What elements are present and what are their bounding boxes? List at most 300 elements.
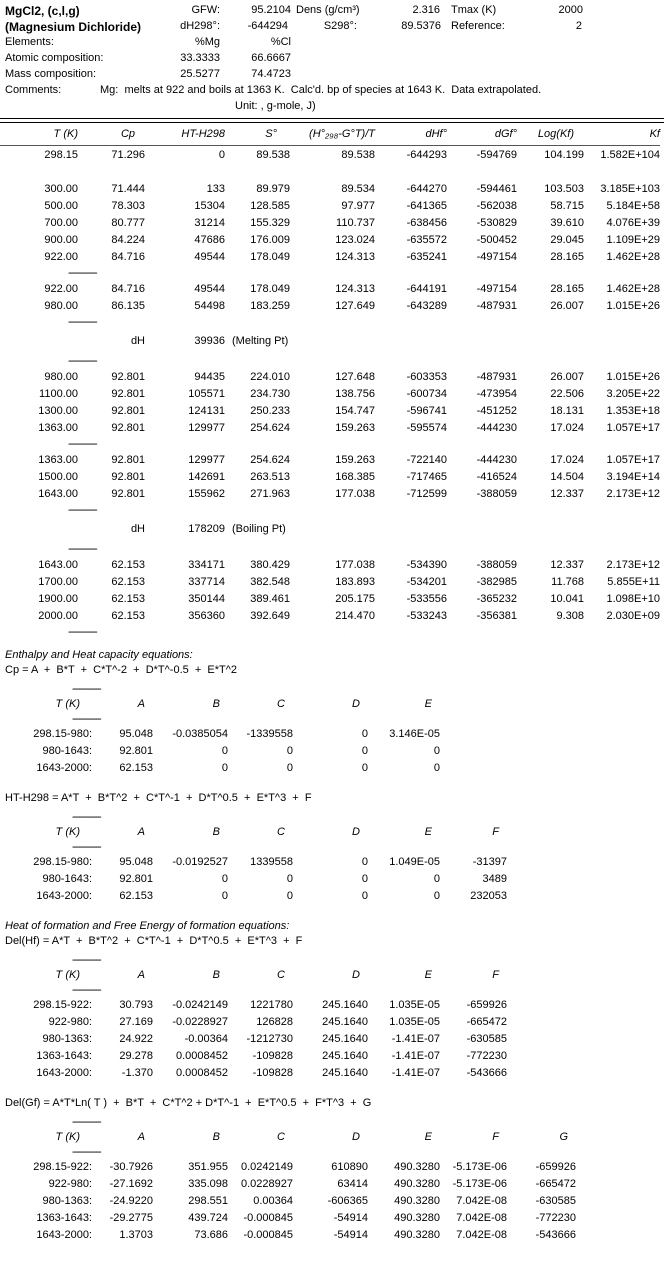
data-cell: 900.00 xyxy=(44,233,78,246)
data-cell: 29.045 xyxy=(550,233,584,246)
dash-separator: ------------- xyxy=(72,840,101,853)
dh-value: 39936 xyxy=(194,335,225,347)
data-cell: -533556 xyxy=(406,592,447,605)
table-row xyxy=(0,823,507,840)
data-cell: 7.042E-08 xyxy=(456,1211,507,1224)
table-row xyxy=(0,197,660,214)
data-cell: -606365 xyxy=(327,1194,368,1207)
data-cell: 1.015E+26 xyxy=(606,299,660,312)
data-cell: 30.793 xyxy=(119,998,153,1011)
data-cell: 178.049 xyxy=(250,250,290,263)
data-cell: 178.049 xyxy=(250,282,290,295)
data-cell: 0 xyxy=(221,889,228,902)
data-cell: -533243 xyxy=(406,609,447,622)
data-cell: 500.00 xyxy=(44,199,78,212)
data-cell: -562038 xyxy=(476,199,517,212)
table-row xyxy=(0,468,660,485)
data-cell: 110.737 xyxy=(336,216,375,229)
data-cell: 9.308 xyxy=(556,609,584,622)
data-cell: 29.278 xyxy=(119,1049,153,1062)
data-cell: 250.233 xyxy=(250,404,290,417)
data-cell: 2000.00 xyxy=(38,609,78,622)
data-cell: 22.506 xyxy=(550,387,584,400)
data-cell: 128.585 xyxy=(250,199,290,212)
data-cell: 1.049E-05 xyxy=(389,855,440,868)
data-cell: 271.963 xyxy=(250,487,290,500)
col-header: T (K) xyxy=(55,1130,80,1143)
data-cell: 92.801 xyxy=(119,872,153,885)
atomic-composition-row xyxy=(0,52,664,68)
mass-label: Mass composition: xyxy=(5,68,97,80)
table-row xyxy=(0,759,440,776)
table-row xyxy=(0,556,660,573)
data-cell: 17.024 xyxy=(550,453,584,466)
table-row xyxy=(0,966,507,983)
dash-separator: ------------- xyxy=(72,983,101,996)
data-cell: -630585 xyxy=(466,1032,507,1045)
data-cell: -388059 xyxy=(476,487,517,500)
table-row xyxy=(0,695,440,712)
data-cell: 62.153 xyxy=(119,889,153,902)
data-cell: -534201 xyxy=(406,575,447,588)
data-cell: 17.024 xyxy=(550,421,584,434)
data-cell: -534390 xyxy=(406,558,447,571)
data-cell: -665472 xyxy=(466,1015,507,1028)
data-cell: 980-1363: xyxy=(42,1032,92,1045)
data-cell: 245.1640 xyxy=(322,1066,368,1079)
data-cell: 47686 xyxy=(194,233,225,246)
table-row xyxy=(0,1064,507,1081)
data-cell: 1.035E-05 xyxy=(389,1015,440,1028)
data-cell: 334171 xyxy=(188,558,225,571)
data-cell: 129977 xyxy=(188,421,225,434)
data-cell: 7.042E-08 xyxy=(456,1194,507,1207)
data-cell: -5.173E-06 xyxy=(452,1160,507,1173)
table-row xyxy=(0,1013,507,1030)
data-cell: -54914 xyxy=(333,1211,368,1224)
dh-label: dH xyxy=(130,523,145,535)
data-cell: -388059 xyxy=(476,558,517,571)
col-header: D xyxy=(352,968,360,981)
data-cell: -500452 xyxy=(476,233,517,246)
data-cell: 124131 xyxy=(188,404,225,417)
data-cell: 78.303 xyxy=(111,199,145,212)
dh-note: (Melting Pt) xyxy=(232,335,289,347)
data-cell: 127.648 xyxy=(335,370,375,383)
data-cell: 15304 xyxy=(194,199,225,212)
data-cell: 176.009 xyxy=(250,233,290,246)
dash-separator: ------------- xyxy=(68,354,97,367)
species-header-row-1 xyxy=(0,4,664,20)
data-cell: 1643-2000: xyxy=(36,889,92,902)
data-cell: 0.0008452 xyxy=(176,1066,228,1079)
data-cell: -641365 xyxy=(406,199,447,212)
data-cell: -596741 xyxy=(406,404,447,417)
table-row xyxy=(0,385,660,402)
data-cell: 92.801 xyxy=(111,453,145,466)
data-cell: 254.624 xyxy=(250,453,290,466)
data-cell: 71.444 xyxy=(111,182,145,195)
dash-separator: ------------- xyxy=(72,1115,101,1128)
data-cell: -444230 xyxy=(476,453,517,466)
data-cell: 298.15 xyxy=(44,148,78,161)
table-row xyxy=(0,840,507,853)
data-cell: 154.747 xyxy=(335,404,375,417)
species-name: (Magnesium Dichloride) xyxy=(5,20,142,34)
data-cell: 1.035E-05 xyxy=(389,998,440,1011)
blank-cell xyxy=(0,163,660,180)
s298-label: S298°: xyxy=(323,20,357,32)
table-row xyxy=(0,419,660,436)
data-cell: 124.313 xyxy=(335,282,375,295)
data-cell: 980-1643: xyxy=(42,872,92,885)
data-cell: 183.893 xyxy=(335,575,375,588)
data-cell: -54914 xyxy=(333,1228,368,1241)
data-cell: 1643.00 xyxy=(38,558,78,571)
data-cell: 28.165 xyxy=(550,282,584,295)
data-cell: -638456 xyxy=(406,216,447,229)
ht-coefficients-table xyxy=(0,810,507,904)
col-header: A xyxy=(137,697,145,710)
data-cell: 232053 xyxy=(470,889,507,902)
data-cell: 298.15-980: xyxy=(33,855,92,868)
data-cell: 0 xyxy=(433,744,440,757)
col-header: F xyxy=(492,968,499,981)
data-cell: 3.146E-05 xyxy=(389,727,440,740)
species-header-row-2 xyxy=(0,20,664,36)
col-header: Cp xyxy=(78,123,145,146)
data-cell: -543666 xyxy=(466,1066,507,1079)
data-cell: 28.165 xyxy=(550,250,584,263)
data-cell: -444230 xyxy=(476,421,517,434)
data-cell: 89.538 xyxy=(256,148,290,161)
data-cell: 142691 xyxy=(188,470,225,483)
dh-label: dH xyxy=(130,335,145,347)
data-cell: 177.038 xyxy=(335,487,375,500)
data-cell: 254.624 xyxy=(250,421,290,434)
col-header: A xyxy=(137,825,145,838)
table-row xyxy=(0,1192,576,1209)
data-cell: -30.7926 xyxy=(109,1160,153,1173)
col-header: E xyxy=(424,825,432,838)
data-cell: 1.3703 xyxy=(119,1228,153,1241)
data-cell: 1643.00 xyxy=(38,487,78,500)
data-cell: -497154 xyxy=(476,250,517,263)
col-header: C xyxy=(277,968,285,981)
cp-coefficients-table xyxy=(0,682,440,776)
data-cell: 0 xyxy=(221,761,228,774)
col-header: dHf° xyxy=(375,123,447,146)
table-row xyxy=(0,368,660,385)
table-row xyxy=(0,329,660,353)
hf-section-title: Heat of formation and Free Energy of formation equations: xyxy=(5,920,290,932)
data-cell: 5.184E+58 xyxy=(606,199,660,212)
data-cell: 980-1363: xyxy=(42,1194,92,1207)
data-cell: 1363.00 xyxy=(38,453,78,466)
data-cell: 1643-2000: xyxy=(36,761,92,774)
data-cell: 39.610 xyxy=(550,216,584,229)
data-cell: 980.00 xyxy=(44,370,78,383)
element-1: %Mg xyxy=(194,36,220,48)
data-cell: 0 xyxy=(218,148,225,161)
data-cell: -594769 xyxy=(476,148,517,161)
data-cell: -0.000845 xyxy=(243,1211,293,1224)
data-cell: -1339558 xyxy=(246,727,293,740)
col-header: D xyxy=(352,697,360,710)
data-cell: -595574 xyxy=(406,421,447,434)
ht-equation: HT-H298 = A*T + B*T^2 + C*T^-1 + D*T^0.5 + E*T^3 + F xyxy=(5,792,312,804)
data-cell: 92.801 xyxy=(111,404,145,417)
data-cell: 63414 xyxy=(337,1177,368,1190)
data-cell: 490.3280 xyxy=(394,1160,440,1173)
table-row xyxy=(0,682,440,695)
data-cell: 49544 xyxy=(194,282,225,295)
col-header: (H°₂₉₈-G°T)/T xyxy=(290,123,375,146)
col-header: E xyxy=(424,1130,432,1143)
col-header: A xyxy=(137,968,145,981)
table-row xyxy=(0,1115,576,1128)
data-cell: 0 xyxy=(221,872,228,885)
data-cell: 1643-2000: xyxy=(36,1228,92,1241)
table-row xyxy=(0,297,660,314)
data-cell: -644191 xyxy=(406,282,447,295)
tmax-label: Tmax (K) xyxy=(451,4,497,16)
col-header: T (K) xyxy=(55,825,80,838)
gf-coefficients-table xyxy=(0,1115,576,1243)
data-cell: -29.2775 xyxy=(109,1211,153,1224)
thermo-table-header xyxy=(0,123,660,146)
data-cell: 335.098 xyxy=(188,1177,228,1190)
data-cell: 980-1643: xyxy=(42,744,92,757)
data-cell: 3.205E+22 xyxy=(606,387,660,400)
cp-section-title: Enthalpy and Heat capacity equations: xyxy=(5,649,193,661)
data-cell: -630585 xyxy=(535,1194,576,1207)
col-header: E xyxy=(424,968,432,981)
table-row xyxy=(0,248,660,265)
table-row xyxy=(0,541,660,556)
gf-equation: Del(Gf) = A*T*Ln( T ) + B*T + C*T^2 + D*T^-1 + E*T^0.5 + F*T^3 + G xyxy=(5,1097,372,1109)
data-cell: 1100.00 xyxy=(39,387,78,400)
data-cell: 89.534 xyxy=(341,182,375,195)
data-cell: 0 xyxy=(221,744,228,757)
elements-row xyxy=(0,36,664,52)
col-header: F xyxy=(492,1130,499,1143)
comments-row xyxy=(0,84,664,100)
data-cell: 1363.00 xyxy=(38,421,78,434)
data-cell: 234.730 xyxy=(250,387,290,400)
table-row xyxy=(0,1158,576,1175)
elements-label: Elements: xyxy=(5,36,54,48)
data-cell: 2.173E+12 xyxy=(606,487,660,500)
data-cell: -497154 xyxy=(476,282,517,295)
data-cell: 205.175 xyxy=(335,592,375,605)
data-cell: -487931 xyxy=(476,299,517,312)
data-cell: 95.048 xyxy=(119,855,153,868)
dash-separator: ------------- xyxy=(72,712,101,725)
atomic-value-1: 33.3333 xyxy=(180,52,220,64)
data-cell: 1.582E+104 xyxy=(600,148,660,161)
data-cell: -772230 xyxy=(535,1211,576,1224)
data-cell: 71.296 xyxy=(111,148,145,161)
data-cell: -1.41E-07 xyxy=(391,1049,440,1062)
data-cell: -644293 xyxy=(406,148,447,161)
data-cell: -659926 xyxy=(535,1160,576,1173)
dh298-value: -644294 xyxy=(247,20,288,32)
data-cell: 245.1640 xyxy=(322,998,368,1011)
data-cell: 490.3280 xyxy=(394,1194,440,1207)
col-header: HT-H298 xyxy=(145,123,225,146)
table-row xyxy=(0,436,660,451)
data-cell: 95.048 xyxy=(119,727,153,740)
data-cell: -487931 xyxy=(476,370,517,383)
data-cell: 1643-2000: xyxy=(36,1066,92,1079)
data-cell: 7.042E-08 xyxy=(456,1228,507,1241)
table-row xyxy=(0,1226,576,1243)
data-cell: 382.548 xyxy=(250,575,290,588)
empty-cell xyxy=(0,517,78,541)
species-formula: MgCl2, (c,l,g) xyxy=(5,4,80,18)
col-header: T (K) xyxy=(55,697,80,710)
data-cell: 0 xyxy=(286,761,293,774)
data-cell: 0 xyxy=(361,872,368,885)
data-cell: 62.153 xyxy=(111,558,145,571)
data-cell: 3.185E+103 xyxy=(600,182,660,195)
col-header: T (K) xyxy=(55,968,80,981)
data-cell: 1900.00 xyxy=(38,592,78,605)
data-cell: 84.716 xyxy=(111,250,145,263)
col-header: A xyxy=(137,1130,145,1143)
data-cell: 129977 xyxy=(188,453,225,466)
data-cell: 168.385 xyxy=(335,470,375,483)
data-cell: -643289 xyxy=(406,299,447,312)
data-cell: -0.0242149 xyxy=(172,998,228,1011)
data-cell: 12.337 xyxy=(550,487,584,500)
data-cell: 1500.00 xyxy=(38,470,78,483)
comments-label: Comments: xyxy=(5,84,62,96)
table-row xyxy=(0,870,507,887)
data-cell: 62.153 xyxy=(111,575,145,588)
hf-equation: Del(Hf) = A*T + B*T^2 + C*T^-1 + D*T^0.5 + E*T^3 + F xyxy=(5,935,303,947)
data-cell: -1.41E-07 xyxy=(391,1066,440,1079)
tmax-value: 2000 xyxy=(558,4,583,16)
data-cell: 439.724 xyxy=(188,1211,228,1224)
data-cell: -109828 xyxy=(252,1049,293,1062)
data-cell: -594461 xyxy=(476,182,517,195)
table-row xyxy=(0,1047,507,1064)
data-cell: 300.00 xyxy=(44,182,78,195)
data-cell: 2.030E+09 xyxy=(606,609,660,622)
data-cell: 1363-1643: xyxy=(36,1211,92,1224)
data-cell: 84.224 xyxy=(111,233,145,246)
data-cell: 922-980: xyxy=(48,1177,92,1190)
data-cell: -603353 xyxy=(406,370,447,383)
col-header: C xyxy=(277,1130,285,1143)
mass-value-1: 25.5277 xyxy=(180,68,220,80)
table-row xyxy=(0,983,507,996)
table-row xyxy=(0,485,660,502)
density-value: 2.316 xyxy=(412,4,440,16)
table-row xyxy=(0,725,440,742)
data-cell: 62.153 xyxy=(119,761,153,774)
data-cell: 922.00 xyxy=(44,250,78,263)
data-cell: 922-980: xyxy=(48,1015,92,1028)
data-cell: 1300.00 xyxy=(38,404,78,417)
data-cell: 12.337 xyxy=(550,558,584,571)
col-header: T (K) xyxy=(0,123,78,146)
data-cell: 80.777 xyxy=(111,216,145,229)
data-cell: -1.41E-07 xyxy=(391,1032,440,1045)
data-cell: 263.513 xyxy=(250,470,290,483)
table-row xyxy=(0,265,660,280)
data-cell: 351.955 xyxy=(188,1160,228,1173)
data-cell: 5.855E+11 xyxy=(607,575,660,588)
table-row xyxy=(0,280,660,297)
reference-value: 2 xyxy=(575,20,582,32)
data-cell: -473954 xyxy=(476,387,517,400)
data-cell: 18.131 xyxy=(550,404,584,417)
mass-composition-row xyxy=(0,68,664,84)
data-cell: 86.135 xyxy=(111,299,145,312)
data-cell: 123.024 xyxy=(335,233,375,246)
data-cell: 58.715 xyxy=(550,199,584,212)
data-cell: 1.098E+10 xyxy=(606,592,660,605)
dash-separator: ------------- xyxy=(68,542,97,555)
dash-separator: ------------- xyxy=(72,682,101,695)
data-cell: -635241 xyxy=(406,250,447,263)
data-cell: -635572 xyxy=(406,233,447,246)
dash-separator: ------------- xyxy=(72,810,101,823)
dh298-label: dH298°: xyxy=(180,20,220,32)
data-cell: 490.3280 xyxy=(394,1177,440,1190)
data-cell: 183.259 xyxy=(250,299,290,312)
data-cell: 3489 xyxy=(482,872,507,885)
unit-text: Unit: , g-mole, J) xyxy=(235,100,316,112)
data-cell: -659926 xyxy=(466,998,507,1011)
data-cell: -416524 xyxy=(476,470,517,483)
table-row xyxy=(0,180,660,197)
data-cell: 84.716 xyxy=(111,282,145,295)
data-cell: 0.0008452 xyxy=(176,1049,228,1062)
atomic-label: Atomic composition: xyxy=(5,52,104,64)
col-header: Log(Kf) xyxy=(517,123,584,146)
hf-coefficients-table xyxy=(0,953,507,1081)
data-cell: 0 xyxy=(361,744,368,757)
data-cell: 27.169 xyxy=(119,1015,153,1028)
data-cell: 54498 xyxy=(194,299,225,312)
data-cell: 26.007 xyxy=(550,299,584,312)
data-cell: 0 xyxy=(286,744,293,757)
data-cell: 0 xyxy=(433,872,440,885)
table-row xyxy=(0,353,660,368)
data-cell: 610890 xyxy=(331,1160,368,1173)
data-cell: -0.0385054 xyxy=(172,727,228,740)
table-row xyxy=(0,1128,576,1145)
col-header: B xyxy=(212,825,220,838)
data-cell: 0 xyxy=(361,855,368,868)
data-cell: 1.109E+29 xyxy=(606,233,660,246)
data-cell: 1.057E+17 xyxy=(606,453,660,466)
data-cell: -600734 xyxy=(406,387,447,400)
data-cell: 298.15-980: xyxy=(33,727,92,740)
data-cell: 1363-1643: xyxy=(36,1049,92,1062)
data-cell: -27.1692 xyxy=(109,1177,153,1190)
data-cell: 1.353E+18 xyxy=(606,404,660,417)
data-cell: -382985 xyxy=(476,575,517,588)
col-header: C xyxy=(277,825,285,838)
dash-separator: ------------- xyxy=(68,437,97,450)
mass-value-2: 74.4723 xyxy=(251,68,291,80)
col-header: B xyxy=(212,968,220,981)
